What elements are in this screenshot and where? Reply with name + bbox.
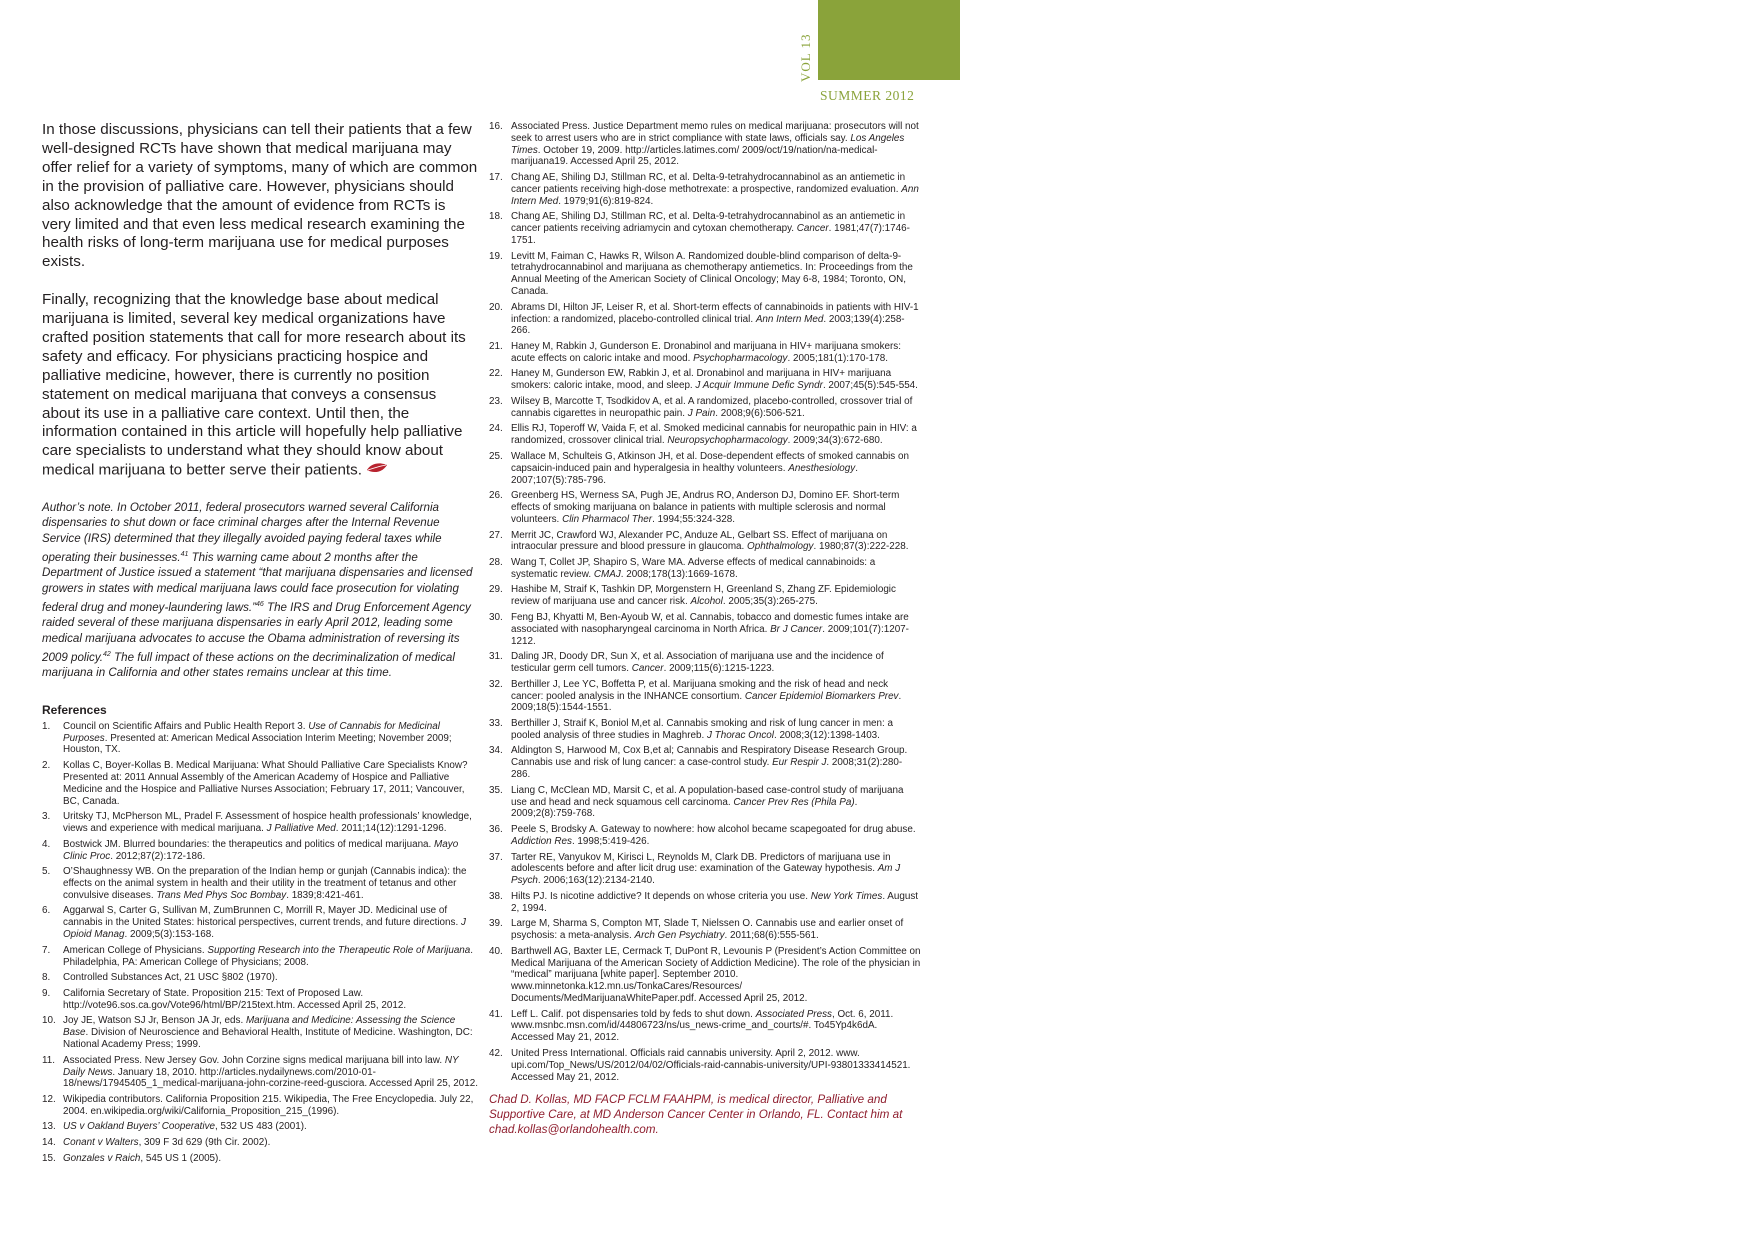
reference-item xyxy=(489,679,921,714)
reference-details: . January 18, 2010. http://articles.nydailynews.com/2010-01-18/news/17945405_1_medical-marijuana-john-corzine-reed-gusciora. Accessed April 25, 2012. xyxy=(63,1066,478,1090)
leaf-end-mark-icon xyxy=(366,461,388,480)
reference-text xyxy=(63,1153,478,1165)
reference-citation: Hashibe M, Straif K, Tashkin DP, Morgenstern H, Greenland S, Zhang ZF. Epidemiologic review of marijuana use and cancer risk. xyxy=(511,584,896,608)
left-column xyxy=(42,121,478,1169)
reference-citation: Barthwell AG, Baxter LE, Cermack T, DuPont R, Levounis P (President’s Action Committee on Medical Marijuana of the American Society of Addiction Medicine). The role of the physician in “medical” marijuana [white paper]. September 2010. www.minnetonka.k12.mn.us/TonkaCares/Resources/ Documents/MedMarijuanaWhitePaper.pdf. Accessed April 25, 2012. xyxy=(511,945,921,1004)
reference-details: . 2011;14(12):1291-1296. xyxy=(335,823,447,835)
reference-citation: Associated Press. New Jersey Gov. John Corzine signs medical marijuana bill into law. xyxy=(63,1054,445,1066)
reference-number: 18. xyxy=(489,211,503,223)
reference-source-title: J Thorac Oncol xyxy=(706,729,774,741)
reference-text xyxy=(511,824,921,848)
reference-item xyxy=(489,341,921,365)
reference-number: 10. xyxy=(42,1015,56,1027)
reference-text xyxy=(63,1015,478,1050)
reference-number: 31. xyxy=(489,651,503,663)
reference-details: . 1981;47(7):1746-1751. xyxy=(511,223,910,246)
reference-source-title: Am J Psych xyxy=(511,863,901,887)
reference-source-title: Neuropsychopharmacology xyxy=(667,435,788,447)
reference-number: 17. xyxy=(489,172,503,184)
reference-details: . 2005;35(3):265-275. xyxy=(722,596,818,608)
reference-details: . 2005;181(1):170-178. xyxy=(787,352,888,364)
reference-details: . 2003;139(4):258-266. xyxy=(511,313,905,337)
reference-text xyxy=(511,423,921,447)
author-note-text: This warning came about 2 months after the Department of Justice issued a statement “that marijuana dispensaries and licensed growers in states with medical marijuana laws could face prosecution for violating federal drug and money-laundering laws.” xyxy=(42,550,473,614)
reference-text xyxy=(63,905,478,940)
reference-number: 21. xyxy=(489,341,503,352)
reference-text xyxy=(511,530,921,554)
reference-citation: Daling JR, Doody DR, Sun X, et al. Association of marijuana use and the incidence of testicular germ cell tumors. xyxy=(511,651,884,675)
reference-details: . 2009;115(6):1215-1223. xyxy=(663,663,775,675)
author-note-text: The IRS and Drug Enforcement Agency raided several of these marijuana dispensaries in early April 2012, leading some medical marijuana advocates to accuse the Obama administration of reversing its 2009 policy. xyxy=(42,600,471,664)
reference-item xyxy=(489,211,921,246)
reference-item xyxy=(489,557,921,581)
reference-citation: Associated Press. Justice Department memo rules on medical marijuana: prosecutors will not seek to arrest users who are in strict compliance with state laws, officials say. xyxy=(511,121,919,144)
reference-item xyxy=(489,1048,921,1083)
references-heading: References xyxy=(42,702,107,717)
reference-item xyxy=(489,852,921,887)
reference-details: . Presented at: American Medical Association Interim Meeting; November 2009; Houston, TX. xyxy=(63,732,452,756)
reference-details: . Philadelphia, PA: American College of Physicians; 2008. xyxy=(63,944,474,968)
reference-text xyxy=(63,721,478,756)
reference-citation: Greenberg HS, Werness SA, Pugh JE, Andrus RO, Anderson DJ, Domino EF. Short-term effects of smoking marijuana on balance in patients with multiple sclerosis and normal volunteers. xyxy=(511,490,900,525)
author-bio: Chad D. Kollas, MD FACP FCLM FAAHPM, is medical director, Palliative and Supportive Care, at MD Anderson Cancer Center in Orlando, FL. Contact him at chad.kollas@orlandohealth.com. xyxy=(489,1093,903,1136)
reference-source-title: Conant v Walters xyxy=(63,1137,139,1149)
reference-text xyxy=(63,1055,478,1090)
reference-source-title: CMAJ xyxy=(593,568,621,580)
references-list xyxy=(489,121,921,1083)
reference-item xyxy=(42,972,478,984)
body-paragraph xyxy=(42,291,478,481)
reference-text xyxy=(511,745,921,780)
reference-citation: Peele S, Brodsky A. Gateway to nowhere: how alcohol became scapegoated for drug abuse. xyxy=(511,824,916,836)
reference-citation: Wang T, Collet JP, Shapiro S, Ware MA. Adverse effects of medical cannabinoids: a systematic review. xyxy=(511,556,876,580)
reference-number: 12. xyxy=(42,1093,56,1105)
reference-text xyxy=(63,1121,478,1133)
reference-text xyxy=(511,1009,921,1044)
reference-details: . 1979;91(6):819-824. xyxy=(558,195,654,207)
reference-citation: Wikipedia contributors. California Proposition 215. Wikipedia, The Free Encyclopedia. July 22, 2004. en.wikipedia.org/wiki/California_Proposition_215_(1996). xyxy=(63,1093,474,1117)
reference-text xyxy=(511,368,921,392)
reference-source-title: Marijuana and Medicine: Assessing the Science Base xyxy=(63,1015,456,1039)
reference-citation: Aldington S, Harwood M, Cox B,et al; Cannabis and Respiratory Disease Research Group. Cannabis use and risk of lung cancer: a case-control study. xyxy=(511,745,908,769)
reference-details: , 309 F 3d 629 (9th Cir. 2002). xyxy=(138,1137,271,1149)
reference-item xyxy=(42,1055,478,1090)
reference-citation: Liang C, McClean MD, Marsit C, et al. A population-based case-control study of marijuana use and head and neck squamous cell carcinoma. xyxy=(511,784,904,808)
reference-item xyxy=(489,651,921,675)
reference-text xyxy=(63,811,478,835)
reference-item xyxy=(42,721,478,756)
reference-citation: Uritsky TJ, McPherson ML, Pradel F. Assessment of hospice health professionals’ knowledge, views and experience with medical marijuana. xyxy=(63,811,472,835)
reference-number: 2. xyxy=(42,760,51,772)
reference-source-title: Trans Med Phys Soc Bombay xyxy=(156,889,287,901)
reference-details: , 532 US 483 (2001). xyxy=(215,1121,307,1133)
reference-text xyxy=(511,172,921,207)
reference-source-title: Associated Press xyxy=(755,1008,832,1020)
reference-citation: Bostwick JM. Blurred boundaries: the therapeutics and politics of medical marijuana. xyxy=(63,838,435,850)
reference-number: 35. xyxy=(489,784,503,796)
reference-number: 19. xyxy=(489,250,503,262)
reference-citation: United Press International. Officials raid cannabis university. April 2, 2012. www. upi.com/Top_News/US/2012/04/02/Officials-raid-cannabis-university/UPI-93801333414521. Accessed May 21, 2012. xyxy=(511,1047,911,1083)
citation-superscript: 41 xyxy=(180,550,189,558)
reference-number: 30. xyxy=(489,611,503,623)
author-note-text: Author’s note. In October 2011, federal prosecutors warned several California dispensaries to shut down or face criminal charges after the Internal Revenue Service (IRS) determined that they illegally avoided paying federal taxes while operating their businesses. xyxy=(42,500,442,564)
body-paragraph-text: Finally, recognizing that the knowledge base about medical marijuana is limited, several key medical organizations have crafted position statements that call for more research about its safety and efficacy. For physicians practicing hospice and palliative medicine, however, there is currently no position statement on medical marijuana that conveys a consensus about its use in a palliative care context. Until then, the information contained in this article will hopefully help palliative care specialists to understand what they should know about medical marijuana to better serve their patients. xyxy=(42,291,466,479)
season-label: SUMMER 2012 xyxy=(820,88,915,103)
references-list xyxy=(42,721,478,1165)
reference-text xyxy=(511,612,921,647)
reference-citation: Berthiller J, Lee YC, Boffetta P, et al. Marijuana smoking and the risk of head and neck cancer: pooled analysis in the INHANCE consortium. xyxy=(511,678,889,702)
reference-item xyxy=(489,1009,921,1044)
reference-details: . 2009;101(7):1207-1212. xyxy=(511,623,909,647)
reference-item xyxy=(489,584,921,608)
reference-details: . 2008;3(12):1398-1403. xyxy=(773,729,880,741)
reference-item xyxy=(489,745,921,780)
reference-citation: Chang AE, Shiling DJ, Stillman RC, et al. Delta-9-tetrahydrocannabinol as an antiemetic in cancer patients receiving high-dose methotrexate: a prospective, randomized evaluation. xyxy=(511,172,906,195)
reference-number: 23. xyxy=(489,395,503,407)
reference-number: 26. xyxy=(489,490,503,502)
reference-details: . 1839;8:421-461. xyxy=(286,889,364,901)
citation-superscript: 42 xyxy=(103,650,111,658)
reference-number: 20. xyxy=(489,301,503,313)
reference-citation: Wallace M, Schulteis G, Atkinson JH, et al. Dose-dependent effects of smoked cannabis on capsaicin-induced pain and hyperalgesia in healthy volunteers. xyxy=(511,450,909,474)
reference-text xyxy=(511,718,921,742)
reference-text xyxy=(511,121,921,168)
reference-text xyxy=(63,945,478,969)
page-number-badge xyxy=(818,0,1738,80)
reference-details: . 1994;55:324-328. xyxy=(652,513,735,525)
reference-details: . 1998;5:419-426. xyxy=(571,835,650,847)
reference-number: 29. xyxy=(489,584,503,596)
reference-item xyxy=(489,946,921,1005)
reference-item xyxy=(489,785,921,820)
reference-text xyxy=(511,852,921,887)
reference-item xyxy=(42,1121,478,1133)
reference-text xyxy=(511,946,921,1005)
author-note xyxy=(42,500,478,681)
reference-item xyxy=(489,251,921,298)
reference-number: 40. xyxy=(489,945,503,957)
reference-item xyxy=(489,490,921,525)
reference-number: 13. xyxy=(42,1121,56,1133)
reference-text xyxy=(511,341,921,365)
reference-item xyxy=(489,121,921,168)
body-paragraph: In those discussions, physicians can tell their patients that a few well-designed RCTs have shown that medical marijuana may offer relief for a variety of symptoms, many of which are common in the provision of palliative care. However, physicians should also acknowledge that the amount of evidence from RCTs is very limited and that even less medical research examining the health risks of long-term marijuana use for medical purposes exists. xyxy=(42,121,478,271)
reference-number: 34. xyxy=(489,745,503,757)
reference-source-title: J Palliative Med xyxy=(266,823,336,835)
reference-text xyxy=(63,839,478,863)
reference-source-title: Anesthesiology xyxy=(788,462,856,474)
reference-number: 3. xyxy=(42,811,51,823)
reference-citation: Aggarwal S, Carter G, Sullivan M, ZumBrunnen C, Morrill R, Mayer JD. Medicinal use of cannabis in the United States: historical perspectives, current trends, and future directions. xyxy=(63,905,461,929)
reference-citation: Wilsey B, Marcotte T, Tsodkidov A, et al. A randomized, placebo-controlled, crossover trial of cannabis cigarettes in neuropathic pain. xyxy=(511,395,913,419)
reference-item xyxy=(42,760,478,807)
reference-number: 9. xyxy=(42,987,51,999)
volume-label: VOL 13 xyxy=(798,33,813,82)
reference-text xyxy=(511,651,921,675)
reference-citation: Council on Scientific Affairs and Public Health Report 3. xyxy=(63,720,309,732)
reference-details: . October 19, 2009. http://articles.latimes.com/ 2009/oct/19/nation/na-medical-marijuana19. Accessed April 25, 2012. xyxy=(511,144,878,168)
reference-citation: Levitt M, Faiman C, Hawks R, Wilson A. Randomized double-blind comparison of delta-9-tetrahydrocannabinol and marijuana as chemotherapy antiemetics. In: Proceedings from the Annual Meeting of the American Society of Clinical Oncology; May 6-8, 1984; Toronto, ON, Canada. xyxy=(511,250,913,298)
reference-number: 41. xyxy=(489,1008,503,1020)
reference-item xyxy=(42,988,478,1012)
reference-number: 36. xyxy=(489,824,503,836)
reference-citation: Feng BJ, Khyatti M, Ben-Ayoub W, et al. Cannabis, tobacco and domestic fumes intake are associated with nasopharyngeal carcinoma in North Africa. xyxy=(511,611,909,635)
reference-details: . 2009;18(5):1544-1551. xyxy=(511,690,902,714)
reference-text xyxy=(63,1094,478,1118)
reference-number: 33. xyxy=(489,718,503,729)
reference-citation: American College of Physicians. xyxy=(63,944,208,956)
reference-item xyxy=(489,612,921,647)
reference-source-title: Ann Intern Med xyxy=(755,313,824,325)
reference-number: 24. xyxy=(489,423,503,435)
reference-details: . 2006;163(12):2134-2140. xyxy=(537,875,655,887)
reference-text xyxy=(511,302,921,337)
reference-source-title: Clin Pharmacol Ther xyxy=(562,513,653,525)
reference-item xyxy=(489,396,921,420)
reference-text xyxy=(511,251,921,298)
reference-item xyxy=(489,824,921,848)
reference-number: 5. xyxy=(42,866,51,878)
reference-number: 1. xyxy=(42,720,51,732)
reference-number: 42. xyxy=(489,1047,503,1059)
reference-number: 6. xyxy=(42,905,51,917)
reference-details: . 2011;68(6):555-561. xyxy=(724,930,819,942)
reference-details: , 545 US 1 (2005). xyxy=(140,1152,222,1164)
reference-text xyxy=(511,785,921,820)
reference-item xyxy=(489,891,921,915)
reference-item xyxy=(489,423,921,447)
reference-item xyxy=(42,1153,478,1165)
reference-details: , Oct. 6, 2011. www.msnbc.msn.com/id/44806723/ns/us_news-crime_and_courts/#. To45Yp4k6dA. Accessed May 21, 2012. xyxy=(511,1008,894,1044)
reference-citation: Hilts PJ. Is nicotine addictive? It depends on whose criteria you use. xyxy=(511,890,811,902)
reference-source-title: Use of Cannabis for Medicinal Purposes xyxy=(63,720,440,744)
reference-item xyxy=(42,905,478,940)
reference-number: 14. xyxy=(42,1137,56,1149)
reference-source-title: Supporting Research into the Therapeutic Role of Marijuana xyxy=(207,944,471,956)
reference-number: 16. xyxy=(489,121,503,132)
reference-citation: California Secretary of State. Proposition 215: Text of Proposed Law. http://vote96.sos.ca.gov/Vote96/html/BP/215text.htm. Accessed April 25, 2012. xyxy=(63,987,407,1011)
reference-item xyxy=(489,451,921,486)
reference-source-title: J Opioid Manag xyxy=(63,917,466,941)
reference-item xyxy=(42,839,478,863)
reference-details: . 2009;5(3):153-168. xyxy=(124,929,214,941)
reference-text xyxy=(63,866,478,901)
reference-source-title: Cancer xyxy=(796,223,829,235)
reference-source-title: Cancer Epidemiol Biomarkers Prev xyxy=(744,690,899,702)
reference-item xyxy=(489,172,921,207)
reference-text xyxy=(63,988,478,1012)
reference-number: 8. xyxy=(42,972,51,984)
reference-item xyxy=(489,302,921,337)
reference-item xyxy=(489,918,921,942)
reference-number: 39. xyxy=(489,918,503,930)
reference-source-title: US v Oakland Buyers’ Cooperative xyxy=(63,1121,216,1133)
reference-number: 4. xyxy=(42,838,51,850)
author-note-text: The full impact of these actions on the decriminalization of medical marijuana in California and other states remains unclear at this time. xyxy=(42,650,455,680)
reference-details: . 2008;31(2):280-286. xyxy=(511,757,903,781)
reference-details: . August 2, 1994. xyxy=(511,890,919,914)
reference-source-title: NY Daily News xyxy=(63,1054,459,1078)
reference-source-title: Addiction Res xyxy=(511,835,572,847)
reference-item xyxy=(42,1137,478,1149)
reference-number: 32. xyxy=(489,678,503,690)
reference-text xyxy=(63,972,478,984)
reference-citation: Tarter RE, Vanyukov M, Kirisci L, Reynolds M, Clark DB. Predictors of marijuana use in adolescents before and after licit drug use: examination of the Gateway hypothesis. xyxy=(511,851,891,875)
reference-source-title: Ann Intern Med xyxy=(511,183,919,207)
reference-item xyxy=(42,811,478,835)
reference-number: 22. xyxy=(489,368,503,380)
reference-source-title: Mayo Clinic Proc xyxy=(63,838,459,862)
reference-item xyxy=(42,1015,478,1050)
reference-source-title: Cancer xyxy=(631,663,664,675)
citation-superscript: 46 xyxy=(255,600,264,608)
reference-source-title: New York Times xyxy=(810,890,883,902)
reference-source-title: Gonzales v Raich xyxy=(63,1152,141,1164)
reference-details: . 2007;107(5):785-796. xyxy=(511,462,858,486)
reference-item xyxy=(42,945,478,969)
right-column xyxy=(489,121,921,1137)
reference-number: 25. xyxy=(489,450,503,462)
reference-item xyxy=(489,368,921,392)
reference-item xyxy=(489,530,921,554)
reference-number: 15. xyxy=(42,1152,56,1164)
reference-source-title: Br J Cancer xyxy=(770,623,823,635)
reference-number: 27. xyxy=(489,529,503,541)
reference-number: 7. xyxy=(42,944,51,956)
reference-number: 11. xyxy=(42,1054,55,1066)
reference-source-title: Eur Respir J xyxy=(772,757,827,769)
reference-citation: Haney M, Rabkin J, Gunderson E. Dronabinol and marijuana in HIV+ marijuana smokers: acute effects on caloric intake and mood. xyxy=(511,341,901,364)
reference-item xyxy=(42,1094,478,1118)
reference-text xyxy=(511,211,921,246)
reference-text xyxy=(63,760,478,807)
reference-citation: Joy JE, Watson SJ Jr, Benson JA Jr, eds. xyxy=(63,1015,246,1027)
reference-source-title: Ophthalmology xyxy=(747,541,814,553)
reference-source-title: Alcohol xyxy=(690,596,723,608)
reference-source-title: Los Angeles Times xyxy=(511,132,905,156)
reference-details: . 2009;2(8):759-768. xyxy=(511,796,858,820)
reference-item xyxy=(489,718,921,742)
reference-number: 38. xyxy=(489,890,503,902)
reference-citation: Haney M, Gunderson EW, Rabkin J, et al. Dronabinol and marijuana in HIV+ marijuana smokers: caloric intake, mood, and sleep. xyxy=(511,368,892,392)
reference-citation: Ellis RJ, Toperoff W, Vaida F, et al. Smoked medicinal cannabis for neuropathic pain in HIV: a randomized, crossover clinical trial. xyxy=(511,423,917,447)
reference-details: . Division of Neuroscience and Behavioral Health, Institute of Medicine. Washington, DC: National Academy Press; 1999. xyxy=(63,1027,473,1051)
reference-text xyxy=(63,1137,478,1149)
reference-text xyxy=(511,557,921,581)
reference-text xyxy=(511,584,921,608)
reference-text xyxy=(511,918,921,942)
reference-citation: Controlled Substances Act, 21 USC §802 (1970). xyxy=(63,972,278,984)
reference-citation: Berthiller J, Straif K, Boniol M,et al. Cannabis smoking and risk of lung cancer in men: a pooled analysis of three studies in Maghreb. xyxy=(511,718,894,741)
reference-number: 37. xyxy=(489,851,503,863)
reference-text xyxy=(511,1048,921,1083)
reference-details: . 2007;45(5):545-554. xyxy=(822,380,918,392)
reference-source-title: Psychopharmacology xyxy=(693,352,788,364)
reference-citation: Merrit JC, Crawford WJ, Alexander PC, Anduze AL, Gelbart SS. Effect of marijuana on intraocular pressure and blood pressure in glaucoma. xyxy=(511,529,888,553)
reference-citation: Kollas C, Boyer-Kollas B. Medical Marijuana: What Should Palliative Care Specialists Know? Presented at: 2011 Annual Assembly of the American Academy of Hospice and Palliative Medicine and the Hospice and Palliative Nurses Association; February 17, 2011; Vancouver, BC, Canada. xyxy=(63,760,468,807)
reference-item xyxy=(42,866,478,901)
reference-number: 28. xyxy=(489,556,503,568)
reference-source-title: J Pain xyxy=(687,407,716,419)
reference-text xyxy=(511,490,921,525)
reference-details: . 2008;178(13):1669-1678. xyxy=(620,568,738,580)
reference-source-title: Cancer Prev Res (Phila Pa) xyxy=(733,796,855,808)
reference-citation: Abrams DI, Hilton JF, Leiser R, et al. Short-term effects of cannabinoids in patients with HIV-1 infection: a randomized, placebo-controlled clinical trial. xyxy=(511,301,919,325)
reference-citation: O’Shaughnessy WB. On the preparation of the Indian hemp or gunjah (Cannabis indica): the effects on the animal system in health and their utility in the treatment of tetanus and other convulsive diseases. xyxy=(63,866,467,901)
page-number: 15 xyxy=(1652,1,1738,78)
reference-citation: Large M, Sharma S, Compton MT, Slade T, Nielssen O. Cannabis use and earlier onset of psychosis: a meta-analysis. xyxy=(511,918,904,942)
reference-citation: Chang AE, Shiling DJ, Stillman RC, et al. Delta-9-tetrahydrocannabinol as an antiemetic in cancer patients receiving adriamycin and cytoxan chemotherapy. xyxy=(511,211,906,235)
reference-text xyxy=(511,396,921,420)
reference-source-title: Arch Gen Psychiatry xyxy=(634,930,725,942)
reference-text xyxy=(511,451,921,486)
reference-details: . 2012;87(2):172-186. xyxy=(110,850,206,862)
reference-text xyxy=(511,891,921,915)
reference-details: . 2008;9(6):506-521. xyxy=(715,407,805,419)
reference-source-title: J Acquir Immune Defic Syndr xyxy=(695,380,823,392)
reference-text xyxy=(511,679,921,714)
reference-citation: Leff L. Calif. pot dispensaries told by feds to shut down. xyxy=(511,1008,756,1020)
reference-details: . 1980;87(3):222-228. xyxy=(813,541,909,553)
reference-details: . 2009;34(3):672-680. xyxy=(787,435,883,447)
